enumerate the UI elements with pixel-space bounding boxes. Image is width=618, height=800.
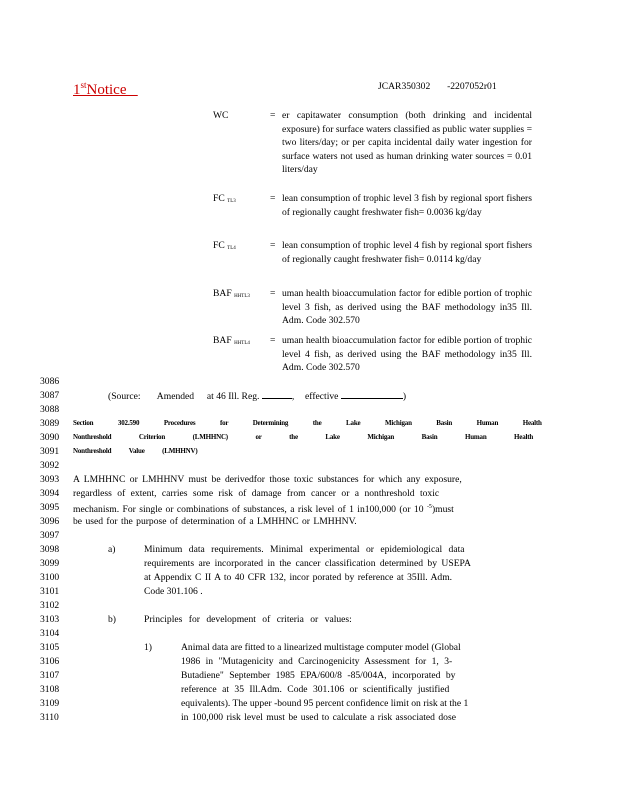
section-heading-line2: Nonthreshold Criterion (LMHHNC) or the Lake Michigan Basin Human Health: [73, 433, 534, 441]
definition-text: uman health bioaccumulation factor for edible portion of trophic level 3 fish, as derived using the BAF methodology in35 Ill. Adm. Code 302.570: [282, 288, 532, 326]
line-number: 3089: [40, 418, 60, 429]
line-number: 3110: [40, 712, 59, 723]
item-a-line2: requirements are incorporated in the cancer classification determined by USEPA: [144, 558, 471, 569]
line-number: 3094: [40, 488, 60, 499]
item-a-line4: Code 301.106 .: [144, 586, 203, 597]
line-number: 3102: [40, 600, 60, 611]
notice-word: Notice: [86, 82, 127, 98]
source-close: ): [402, 391, 407, 402]
line-number: 3092: [40, 460, 60, 471]
line-number: 3096: [40, 516, 60, 527]
intro-line3: mechanism. For single or combinations of substances, a risk level of 1 in100,000 (or 10 $^{-5}$)must: [73, 504, 454, 515]
definition-text: lean consumption of trophic level 4 fish by regional sport fishers of regionally caught freshwater fish= 0.0114 kg/day: [282, 240, 532, 265]
definition-term: BAF $_{HHTL4}$: [213, 335, 250, 346]
line-number: 3103: [40, 614, 60, 625]
definition-term: WC: [213, 110, 229, 121]
jcar-identifier: [378, 80, 497, 93]
line-number: 3106: [40, 656, 60, 667]
line-number: 3100: [40, 572, 60, 583]
line-number: 3098: [40, 544, 60, 555]
line-number: 3091: [40, 446, 60, 457]
line-number: 3108: [40, 684, 60, 695]
line-number: 3090: [40, 432, 60, 443]
source-amended: Amended: [156, 391, 195, 402]
jcar-number: -2207052r01: [447, 81, 497, 92]
line-number: 3088: [40, 404, 60, 415]
item-b1-line1: Animal data are fitted to a linearized multistage computer model (Global: [181, 642, 461, 653]
definition-text: er capitawater consumption (both drinking and incidental exposure) for surface waters classified as public water supplies = two liters/day; or per capita incidental daily water ingestion for surface waters not used as human drinking water sources = 0.01 liters/day: [282, 110, 532, 175]
source-note: [108, 389, 406, 403]
item-a-line3: at Appendix C II A to 40 CFR 132, incor porated by reference at 35Ill. Adm.: [144, 572, 453, 583]
line-number: 3105: [40, 642, 60, 653]
definition-text: uman health bioaccumulation factor for edible portion of trophic level 4 fish, as derived using the BAF methodology in35 Ill. Adm. Code 302.570: [282, 335, 532, 373]
intro-line2: regardless of extent, carries some risk of damage from cancer or a nonthreshold toxic: [73, 488, 440, 499]
item-b1-line4: reference at 35 Ill.Adm. Code 301.106 or scientifically justified: [181, 684, 450, 695]
definition-equals: =: [270, 110, 276, 121]
item-a-line1: Minimum data requirements. Minimal experimental or epidemiological data: [144, 544, 465, 555]
item-b1-line3: Butadiene" September 1985 EPA/600/8 -85/004A, incorporated by: [181, 670, 456, 681]
effective-blank: [341, 389, 403, 399]
line-number: 3095: [40, 502, 60, 513]
line-number: 3101: [40, 586, 60, 597]
item-b1-line2: 1986 in "Mutagenicity and Carcinogenicity Assessment for 1, 3-: [181, 656, 453, 667]
notice-title: [73, 76, 138, 99]
line-number: 3104: [40, 628, 60, 639]
definition-equals: =: [270, 335, 276, 346]
definition-equals: =: [270, 240, 276, 251]
section-heading-line3: Nonthreshold Value (LMHHNV): [73, 447, 198, 455]
definition-term: FC $_{TL3}$: [213, 193, 236, 204]
item-b1-line6: in 100,000 risk level must be used to calculate a risk associated dose: [181, 712, 456, 723]
line-number: 3097: [40, 530, 60, 541]
item-a-label: a): [108, 544, 116, 555]
definition-term: FC $_{TL4}$: [213, 240, 236, 251]
jcar-code: JCAR350302: [378, 81, 431, 92]
source-register: at 46 Ill. Reg.: [206, 391, 260, 402]
source-comma: ,: [291, 391, 295, 402]
line-number: 3099: [40, 558, 60, 569]
line-number: 3107: [40, 670, 60, 681]
notice-superscript: st: [80, 80, 87, 90]
source-prefix: (Source:: [108, 391, 141, 402]
definition-term: BAF $_{HHTL3}$: [213, 288, 250, 299]
source-effective: effective: [305, 391, 339, 402]
line-number: 3109: [40, 698, 60, 709]
definition-text: lean consumption of trophic level 3 fish by regional sport fishers of regionally caught freshwater fish= 0.0036 kg/day: [282, 193, 532, 218]
definition-equals: =: [270, 288, 276, 299]
notice-number: 1: [73, 82, 81, 98]
item-b-text: Principles for development of criteria or values:: [144, 614, 352, 625]
register-blank: [262, 389, 292, 399]
definition-equals: =: [270, 193, 276, 204]
intro-line1: A LMHHNC or LMHHNV must be derivedfor those toxic substances for which any exposure,: [73, 474, 462, 485]
line-number: 3093: [40, 474, 60, 485]
item-b1-line5: equivalents). The upper -bound 95 percent confidence limit on risk at the 1: [181, 698, 469, 709]
item-b-label: b): [108, 614, 116, 625]
item-b1-label: 1): [144, 642, 152, 653]
line-number: 3086: [40, 376, 60, 387]
intro-line4: be used for the purpose of determination of a LMHHNC or LMHHNV.: [73, 516, 357, 527]
section-heading-line1: Section 302.590 Procedures for Determining the Lake Michigan Basin Human Health: [73, 419, 542, 427]
line-number: 3087: [40, 390, 60, 401]
